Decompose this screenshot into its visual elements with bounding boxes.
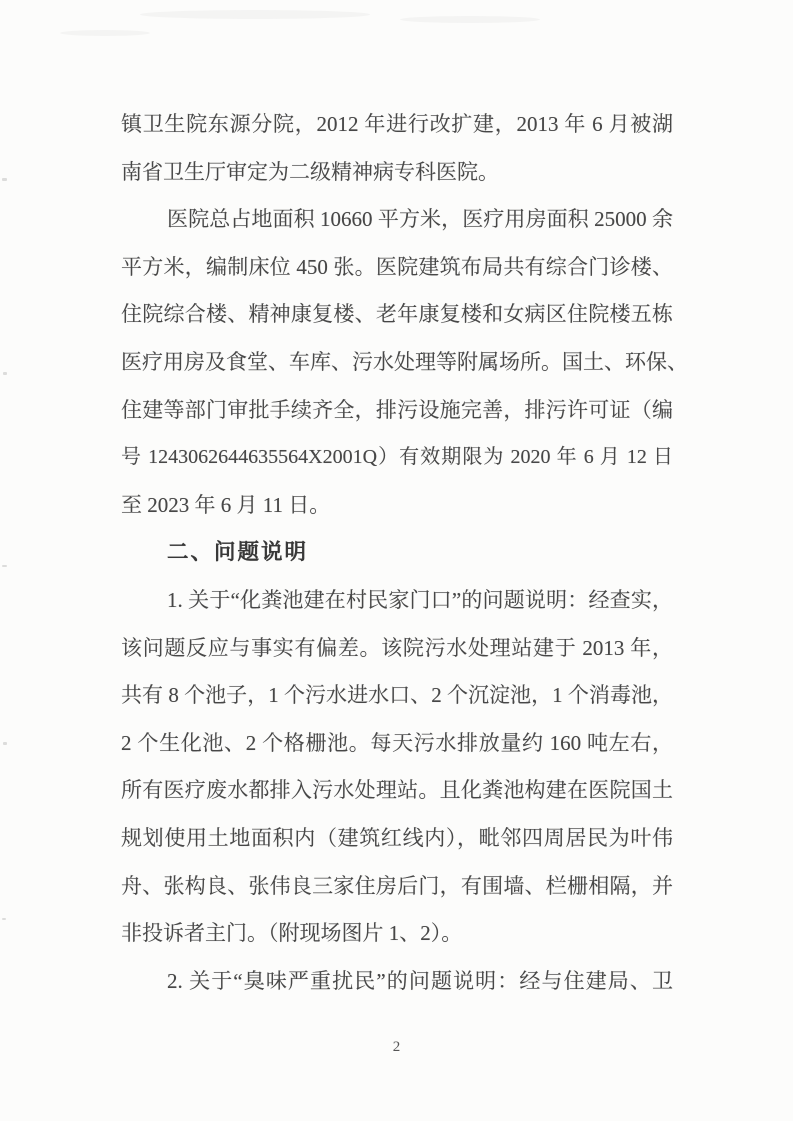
text-line: 舟、张构良、张伟良三家住房后门，有围墙、栏栅相隔，并 <box>121 873 673 898</box>
text-line: 住建等部门审批手续齐全，排污设施完善，排污许可证（编 <box>121 397 673 422</box>
document-body <box>121 101 688 1005</box>
text-line: 2 个生化池、2 个格栅池。每天污水排放量约 160 吨左右， <box>121 730 673 755</box>
text-line-item-2: 2. 关于“臭味严重扰民”的问题说明：经与住建局、卫 <box>167 968 673 993</box>
scan-speck <box>2 178 7 181</box>
text-line: 平方米，编制床位 450 张。医院建筑布局共有综合门诊楼、 <box>121 254 673 279</box>
scan-speck <box>3 372 7 375</box>
text-line: 共有 8 个池子，1 个污水进水口、2 个沉淀池，1 个消毒池， <box>121 683 673 708</box>
text-line: 规划使用土地面积内（建筑红线内），毗邻四周居民为叶伟 <box>121 825 673 850</box>
scan-speck <box>2 918 6 920</box>
text-line: 医院总占地面积 10660 平方米，医疗用房面积 25000 余 <box>167 207 673 232</box>
text-line: 非投诉者主门。（附现场图片 1、2）。 <box>121 921 463 946</box>
text-line: 住院综合楼、精神康复楼、老年康复楼和女病区住院楼五栋 <box>121 302 673 327</box>
section-heading: 二、问题说明 <box>167 540 309 565</box>
text-line-permit-number: 号 1243062644635564X2001Q）有效期限为 2020 年 6 月 12 日 <box>121 446 673 469</box>
text-line: 医疗用房及食堂、车库、污水处理等附属场所。国土、环保、 <box>121 349 688 374</box>
text-line-item-1: 1. 关于“化粪池建在村民家门口”的问题说明：经查实， <box>167 587 673 612</box>
text-line: 南省卫生厅审定为二级精神病专科医院。 <box>121 159 499 184</box>
scan-smudge <box>60 30 150 36</box>
text-line: 至 2023 年 6 月 11 日。 <box>121 492 331 517</box>
text-line: 所有医疗废水都排入污水处理站。且化粪池构建在医院国土 <box>121 778 673 803</box>
scan-speck <box>2 565 7 567</box>
text-line: 镇卫生院东源分院，2012 年进行改扩建，2013 年 6 月被湖 <box>121 112 673 136</box>
scan-speck <box>3 742 7 745</box>
text-line: 该问题反应与事实有偏差。该院污水处理站建于 2013 年， <box>121 635 673 660</box>
scan-smudge <box>140 10 370 19</box>
scan-smudge <box>400 16 540 23</box>
page-number: 2 <box>392 1039 401 1055</box>
